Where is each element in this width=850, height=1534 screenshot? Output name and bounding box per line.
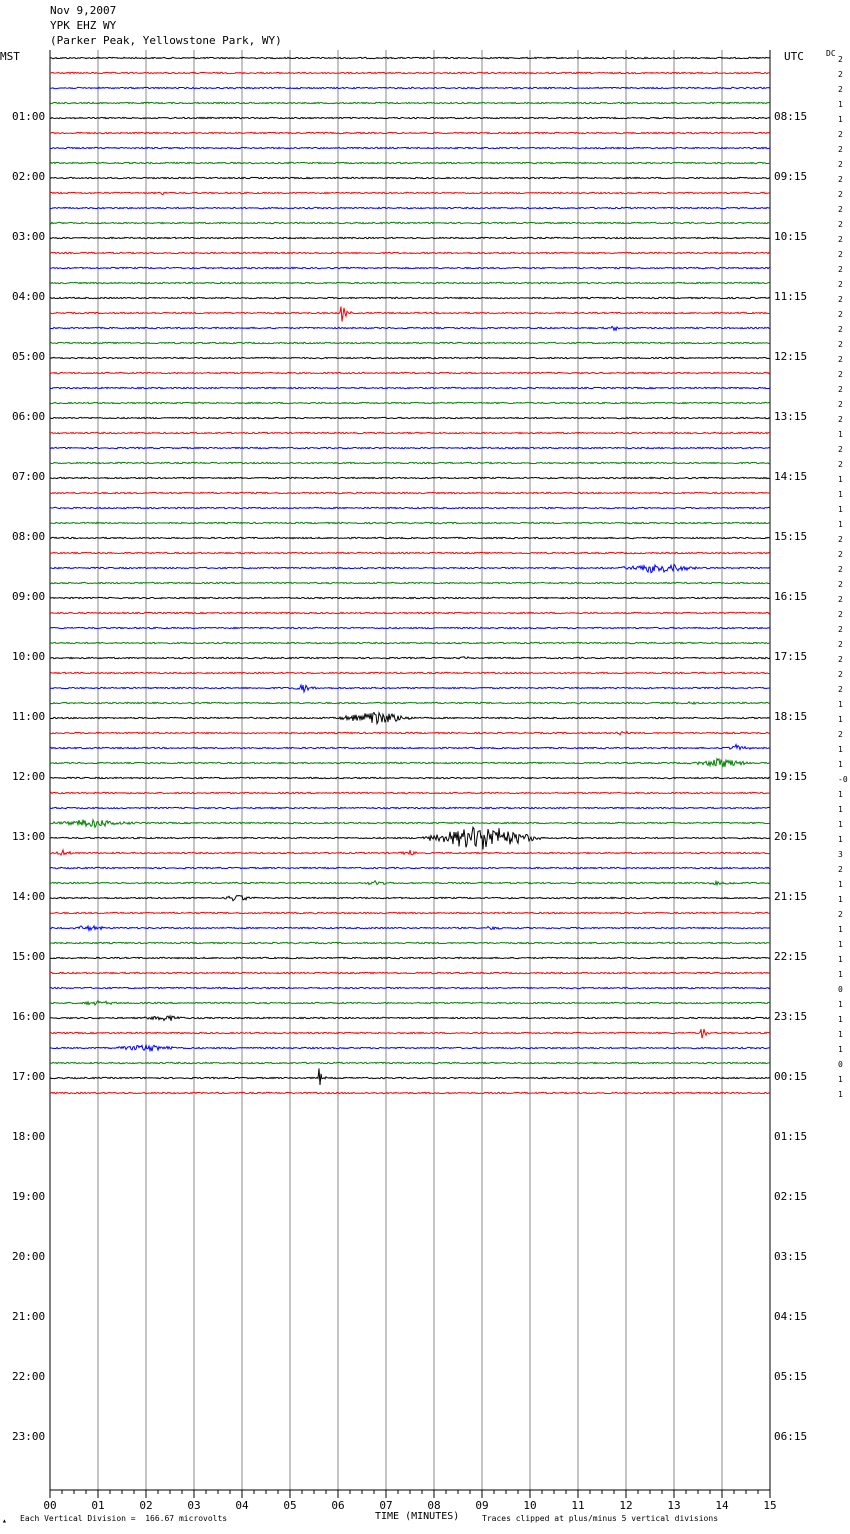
trace-line (50, 792, 770, 793)
x-tick-label: 07 (379, 1499, 393, 1512)
dc-offset-label: 1 (838, 745, 843, 754)
utc-hour-label: 20:15 (774, 830, 808, 843)
trace-line (50, 357, 770, 358)
dc-offset-label: 2 (838, 280, 843, 289)
dc-offset-label: 1 (838, 955, 843, 964)
trace-line (50, 462, 770, 463)
mst-hour-label: 22:00 (12, 1370, 46, 1383)
dc-offset-label: 2 (838, 670, 843, 679)
utc-hour-label: 17:15 (774, 650, 808, 663)
dc-offset-label: 2 (838, 580, 843, 589)
mst-hour-label: 11:00 (12, 710, 46, 723)
mst-hour-label: 14:00 (12, 890, 46, 903)
dc-offset-label: 0 (838, 1060, 843, 1069)
utc-hour-label: 00:15 (774, 1070, 808, 1083)
mst-hour-label: 18:00 (12, 1130, 46, 1143)
dc-offset-label: 2 (838, 175, 843, 184)
x-axis-label: TIME (MINUTES) (375, 1511, 460, 1522)
x-tick-label: 08 (427, 1499, 441, 1512)
utc-hour-label: 23:15 (774, 1010, 808, 1023)
utc-hour-label: 21:15 (774, 890, 808, 903)
trace-line (50, 282, 770, 283)
trace-line (50, 867, 770, 868)
trace-line (50, 1068, 770, 1085)
trace-line (50, 672, 770, 673)
dc-offset-label: 1 (838, 895, 843, 904)
x-tick-label: 13 (667, 1499, 681, 1512)
x-tick-label: 15 (763, 1499, 777, 1512)
trace-line (50, 507, 770, 508)
trace-line (50, 87, 770, 88)
dc-offset-label: 1 (838, 520, 843, 529)
utc-hour-label: 02:15 (774, 1190, 808, 1203)
dc-offset-label: 2 (838, 565, 843, 574)
utc-hour-label: 03:15 (774, 1250, 808, 1263)
mst-hour-label: 07:00 (12, 470, 46, 483)
trace-line (50, 1016, 770, 1021)
mst-hour-label: 12:00 (12, 770, 46, 783)
dc-offset-label: 2 (838, 325, 843, 334)
mst-hour-label: 10:00 (12, 650, 46, 663)
trace-line (50, 192, 770, 194)
trace-line (50, 147, 770, 148)
header-station: YPK EHZ WY (50, 19, 117, 32)
dc-offset-label: 1 (838, 820, 843, 829)
utc-hour-label: 19:15 (774, 770, 808, 783)
footer-mark: ▴ (2, 1516, 7, 1525)
trace-line (50, 252, 770, 253)
trace-line (50, 972, 770, 973)
trace-line (50, 102, 770, 103)
mst-hour-label: 08:00 (12, 530, 46, 543)
dc-column-title: DC (826, 49, 836, 58)
trace-line (50, 820, 770, 828)
mst-hour-label: 01:00 (12, 110, 46, 123)
trace-line (50, 713, 770, 724)
mst-hour-label: 05:00 (12, 350, 46, 363)
mst-hour-label: 19:00 (12, 1190, 46, 1203)
x-tick-label: 12 (619, 1499, 633, 1512)
utc-hour-label: 15:15 (774, 530, 808, 543)
trace-line (50, 685, 770, 692)
dc-offset-label: 1 (838, 505, 843, 514)
dc-offset-label: 1 (838, 1045, 843, 1054)
dc-offset-label: 1 (838, 970, 843, 979)
mst-hour-label: 21:00 (12, 1310, 46, 1323)
trace-line (50, 642, 770, 643)
utc-hour-label: 08:15 (774, 110, 808, 123)
dc-offset-label: 1 (838, 880, 843, 889)
dc-offset-label: 1 (838, 925, 843, 934)
trace-line (50, 387, 770, 388)
dc-offset-label: 2 (838, 130, 843, 139)
trace-line (50, 612, 770, 613)
trace-line (50, 417, 770, 418)
trace-line (50, 895, 770, 900)
dc-offset-label: 2 (838, 385, 843, 394)
mst-hour-label: 20:00 (12, 1250, 46, 1263)
trace-line (50, 942, 770, 943)
dc-offset-label: 1 (838, 430, 843, 439)
dc-offset-label: 2 (838, 340, 843, 349)
dc-offset-label: 2 (838, 205, 843, 214)
dc-offset-label: 2 (838, 310, 843, 319)
dc-offset-label: 1 (838, 805, 843, 814)
dc-offset-label: 2 (838, 550, 843, 559)
x-tick-label: 05 (283, 1499, 297, 1512)
trace-line (50, 117, 770, 118)
trace-line (50, 492, 770, 493)
dc-offset-label: 1 (838, 475, 843, 484)
dc-offset-label: 2 (838, 355, 843, 364)
trace-line (50, 326, 770, 330)
utc-axis-title: UTC (784, 50, 804, 63)
dc-offset-label: 1 (838, 835, 843, 844)
dc-offset-label: 2 (838, 445, 843, 454)
mst-hour-label: 17:00 (12, 1070, 46, 1083)
scale-note: Each Vertical Division = 166.67 microvolts (20, 1514, 228, 1523)
dc-offset-label: 2 (838, 415, 843, 424)
dc-offset-label: 2 (838, 610, 843, 619)
dc-offset-label: 3 (838, 850, 843, 859)
trace-line (50, 372, 770, 373)
x-tick-label: 02 (139, 1499, 153, 1512)
dc-offset-label: 2 (838, 370, 843, 379)
mst-hour-label: 06:00 (12, 410, 46, 423)
trace-line (50, 447, 770, 448)
dc-offset-label: 2 (838, 865, 843, 874)
clip-note: Traces clipped at plus/minus 5 vertical divisions (482, 1514, 719, 1523)
dc-offset-label: 2 (838, 910, 843, 919)
x-tick-label: 10 (523, 1499, 537, 1512)
dc-offset-label: 1 (838, 940, 843, 949)
trace-line (50, 912, 770, 913)
trace-line (50, 522, 770, 523)
dc-offset-label: 1 (838, 1075, 843, 1084)
dc-offset-label: 2 (838, 730, 843, 739)
utc-hour-label: 12:15 (774, 350, 808, 363)
minute-gridlines (50, 50, 770, 1490)
dc-offset-label: 1 (838, 790, 843, 799)
utc-hour-label: 16:15 (774, 590, 808, 603)
mst-hour-label: 23:00 (12, 1430, 46, 1443)
trace-line (50, 1092, 770, 1093)
trace-line (50, 702, 770, 704)
trace-line (50, 402, 770, 403)
trace-line (50, 132, 770, 133)
dc-offset-label: 2 (838, 70, 843, 79)
dc-offset-label: 1 (838, 1030, 843, 1039)
utc-hour-label: 22:15 (774, 950, 808, 963)
trace-line (50, 759, 770, 767)
x-tick-label: 09 (475, 1499, 489, 1512)
trace-line (50, 807, 770, 808)
trace-line (50, 432, 770, 433)
dc-offset-label: 2 (838, 265, 843, 274)
trace-line (50, 57, 770, 58)
mst-hour-label: 13:00 (12, 830, 46, 843)
trace-line (50, 1062, 770, 1063)
header-location: (Parker Peak, Yellowstone Park, WY) (50, 34, 282, 47)
dc-offset-label: 1 (838, 760, 843, 769)
trace-line (50, 627, 770, 628)
trace-line (50, 207, 770, 208)
trace-line (50, 72, 770, 73)
trace-line (50, 307, 770, 322)
trace-line (50, 177, 770, 178)
mst-hour-label: 09:00 (12, 590, 46, 603)
trace-line (50, 745, 770, 750)
trace-line (50, 564, 770, 572)
trace-line (50, 477, 770, 478)
trace-line (50, 297, 770, 298)
trace-line (50, 162, 770, 163)
trace-line (50, 342, 770, 343)
x-tick-label: 04 (235, 1499, 249, 1512)
dc-offset-label: 2 (838, 190, 843, 199)
trace-line (50, 777, 770, 778)
mst-hour-label: 02:00 (12, 170, 46, 183)
trace-line (50, 732, 770, 735)
seismic-traces (50, 57, 770, 1093)
x-tick-label: 03 (187, 1499, 201, 1512)
utc-hour-label: 18:15 (774, 710, 808, 723)
mst-axis-title: MST (0, 50, 20, 63)
x-tick-label: 01 (91, 1499, 105, 1512)
trace-line (50, 657, 770, 659)
trace-line (50, 1001, 770, 1005)
x-tick-label: 11 (571, 1499, 585, 1512)
dc-offset-label: 1 (838, 100, 843, 109)
dc-offset-label: 2 (838, 235, 843, 244)
trace-line (50, 1045, 770, 1051)
trace-line (50, 926, 770, 930)
trace-line (50, 1029, 770, 1038)
dc-offset-label: 2 (838, 145, 843, 154)
dc-offset-label: 2 (838, 460, 843, 469)
dc-offset-label: 2 (838, 220, 843, 229)
trace-line (50, 537, 770, 538)
utc-hour-label: 01:15 (774, 1130, 808, 1143)
time-axis (43, 1490, 776, 1512)
mst-hour-label: 16:00 (12, 1010, 46, 1023)
dc-offset-label: 1 (838, 490, 843, 499)
dc-offset-label: 2 (838, 625, 843, 634)
mst-hour-label: 04:00 (12, 290, 46, 303)
dc-offset-label: 0 (838, 985, 843, 994)
trace-line (50, 597, 770, 598)
dc-offset-label: 2 (838, 160, 843, 169)
dc-offset-label: -0 (838, 775, 848, 784)
dc-offset-label: 1 (838, 1090, 843, 1099)
mst-hour-label: 15:00 (12, 950, 46, 963)
utc-hour-label: 06:15 (774, 1430, 808, 1443)
utc-hour-label: 14:15 (774, 470, 808, 483)
utc-hour-label: 04:15 (774, 1310, 808, 1323)
dc-offset-label: 2 (838, 535, 843, 544)
dc-offset-label: 2 (838, 640, 843, 649)
dc-offset-label: 1 (838, 1015, 843, 1024)
x-tick-label: 06 (331, 1499, 345, 1512)
header-date: Nov 9,2007 (50, 4, 117, 17)
dc-offset-label: 2 (838, 685, 843, 694)
utc-hour-label: 10:15 (774, 230, 808, 243)
trace-line (50, 237, 770, 238)
dc-offset-label: 2 (838, 85, 843, 94)
utc-hour-label: 05:15 (774, 1370, 808, 1383)
dc-offset-label: 2 (838, 295, 843, 304)
x-tick-label: 14 (715, 1499, 729, 1512)
dc-offset-label: 2 (838, 655, 843, 664)
mst-hour-label: 03:00 (12, 230, 46, 243)
trace-line (50, 827, 770, 849)
dc-offset-label: 2 (838, 55, 843, 64)
trace-line (50, 552, 770, 553)
utc-hour-label: 11:15 (774, 290, 808, 303)
dc-offset-label: 2 (838, 400, 843, 409)
trace-line (50, 222, 770, 223)
trace-line (50, 987, 770, 988)
x-tick-label: 00 (43, 1499, 57, 1512)
utc-hour-label: 09:15 (774, 170, 808, 183)
dc-offset-label: 2 (838, 595, 843, 604)
dc-offset-label: 1 (838, 115, 843, 124)
trace-line (50, 881, 770, 885)
trace-line (50, 850, 770, 855)
trace-line (50, 957, 770, 958)
dc-offset-label: 1 (838, 715, 843, 724)
utc-hour-label: 13:15 (774, 410, 808, 423)
trace-line (50, 267, 770, 268)
dc-offset-label: 2 (838, 250, 843, 259)
trace-line (50, 582, 770, 583)
dc-offset-label: 1 (838, 1000, 843, 1009)
dc-offset-label: 1 (838, 700, 843, 709)
